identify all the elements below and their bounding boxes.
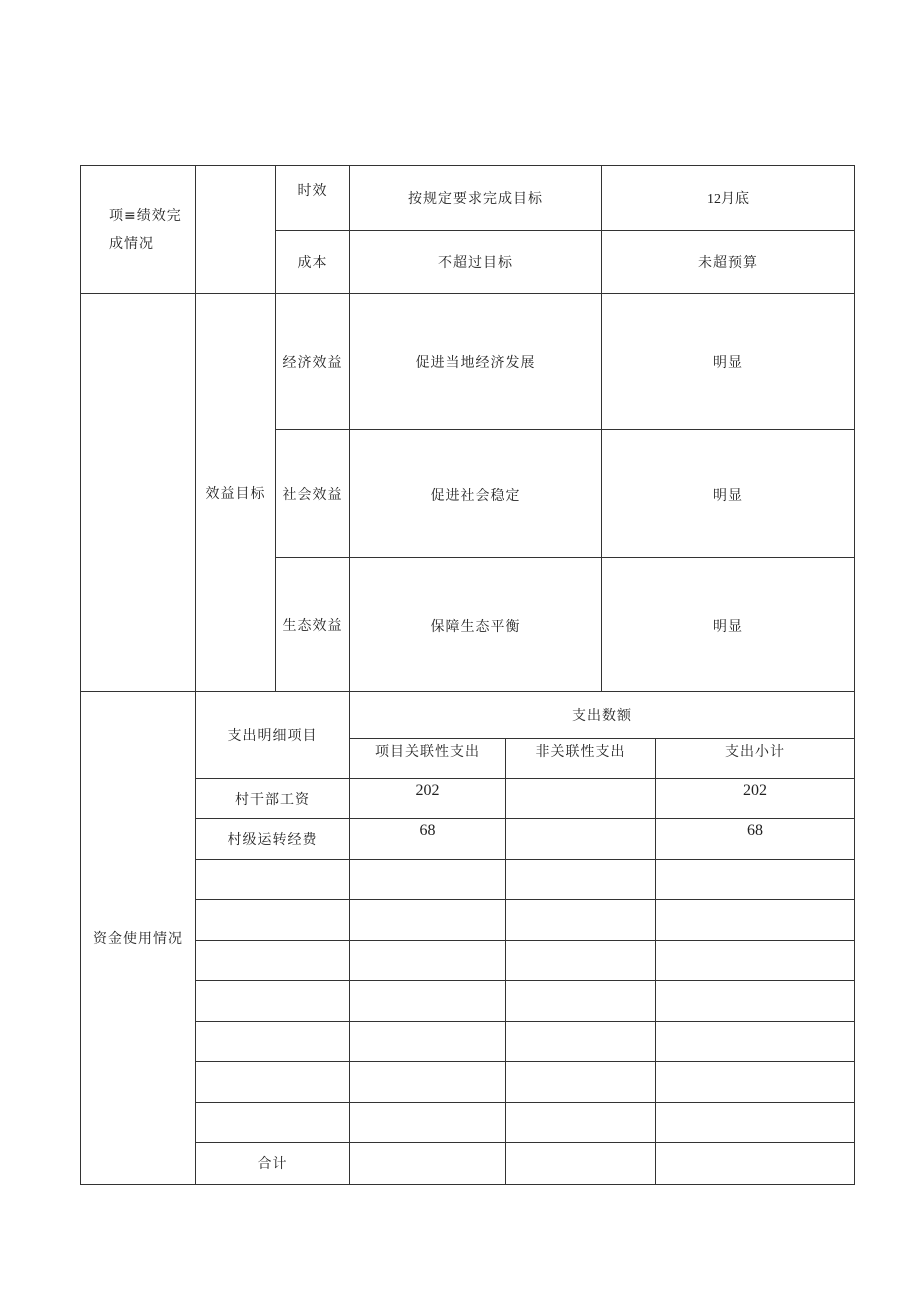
- funds-item: 村干部工资: [196, 779, 350, 819]
- funds-subtotal: [656, 941, 855, 981]
- funds-related: [350, 1103, 506, 1143]
- funds-subtotal: [656, 1103, 855, 1143]
- funds-unrelated: [506, 779, 656, 819]
- funds-related: [350, 941, 506, 981]
- funds-unrelated: [506, 1103, 656, 1143]
- perf-target: 按规定要求完成目标: [350, 166, 602, 231]
- funds-item: [196, 900, 350, 941]
- funds-unrelated: [506, 981, 656, 1022]
- funds-subtotal: [656, 860, 855, 900]
- funds-col-unrelated: 非关联性支出: [506, 739, 656, 779]
- funds-related: 68: [350, 819, 506, 860]
- perf-indicator: 社会效益: [276, 430, 350, 558]
- funds-total-subtotal: [656, 1143, 855, 1185]
- funds-row: [81, 819, 855, 860]
- funds-item: [196, 860, 350, 900]
- perf-group-empty: [196, 166, 276, 294]
- perf-actual: 明显: [602, 558, 855, 692]
- perf-actual: 明显: [602, 430, 855, 558]
- funds-total-label: 合计: [196, 1143, 350, 1185]
- funds-unrelated: [506, 1022, 656, 1062]
- funds-subtotal: [656, 981, 855, 1022]
- perf-target: 不超过目标: [350, 231, 602, 294]
- funds-col-related: 项目关联性支出: [350, 739, 506, 779]
- funds-row: [81, 1103, 855, 1143]
- perf-target: 保障生态平衡: [350, 558, 602, 692]
- perf-row-economic: [81, 294, 855, 430]
- funds-related: [350, 860, 506, 900]
- funds-row: [81, 1062, 855, 1103]
- perf-section-continued: [81, 294, 196, 692]
- funds-subtotal: [656, 1062, 855, 1103]
- funds-row: [81, 900, 855, 941]
- funds-unrelated: [506, 1062, 656, 1103]
- funds-related: [350, 981, 506, 1022]
- funds-subtotal: 202: [656, 779, 855, 819]
- funds-item: [196, 1022, 350, 1062]
- funds-item: [196, 1103, 350, 1143]
- funds-unrelated: [506, 941, 656, 981]
- perf-indicator: 成本: [276, 231, 350, 294]
- funds-total-unrelated: [506, 1143, 656, 1185]
- performance-funds-table: [80, 165, 855, 1185]
- funds-col-subtotal: 支出小计: [656, 739, 855, 779]
- funds-related: [350, 900, 506, 941]
- funds-row: [81, 981, 855, 1022]
- funds-item: 村级运转经费: [196, 819, 350, 860]
- perf-section-label: 项≡绩效完成情况: [81, 166, 196, 294]
- funds-total-related: [350, 1143, 506, 1185]
- funds-item: [196, 1062, 350, 1103]
- perf-target: 促进当地经济发展: [350, 294, 602, 430]
- funds-section-label: 资金使用情况: [81, 692, 196, 1185]
- perf-indicator: 生态效益: [276, 558, 350, 692]
- funds-unrelated: [506, 900, 656, 941]
- perf-row-timeliness: [81, 166, 855, 231]
- perf-actual: 明显: [602, 294, 855, 430]
- funds-row: [81, 941, 855, 981]
- funds-item: [196, 941, 350, 981]
- funds-detail-header: 支出明细项目: [196, 692, 350, 779]
- perf-indicator: 时效: [276, 166, 350, 231]
- funds-row: [81, 779, 855, 819]
- funds-unrelated: [506, 860, 656, 900]
- funds-item: [196, 981, 350, 1022]
- perf-actual: 12月底: [602, 166, 855, 231]
- funds-amount-header: 支出数额: [350, 692, 855, 739]
- funds-related: [350, 1062, 506, 1103]
- funds-row: [81, 1022, 855, 1062]
- funds-unrelated: [506, 819, 656, 860]
- funds-related: [350, 1022, 506, 1062]
- funds-total-row: [81, 1143, 855, 1185]
- perf-actual: 未超预算: [602, 231, 855, 294]
- perf-indicator: 经济效益: [276, 294, 350, 430]
- funds-subtotal: [656, 900, 855, 941]
- funds-subtotal: 68: [656, 819, 855, 860]
- perf-benefit-group: 效益目标: [196, 294, 276, 692]
- perf-target: 促进社会稳定: [350, 430, 602, 558]
- funds-subtotal: [656, 1022, 855, 1062]
- funds-header-row: [81, 692, 855, 739]
- funds-row: [81, 860, 855, 900]
- funds-related: 202: [350, 779, 506, 819]
